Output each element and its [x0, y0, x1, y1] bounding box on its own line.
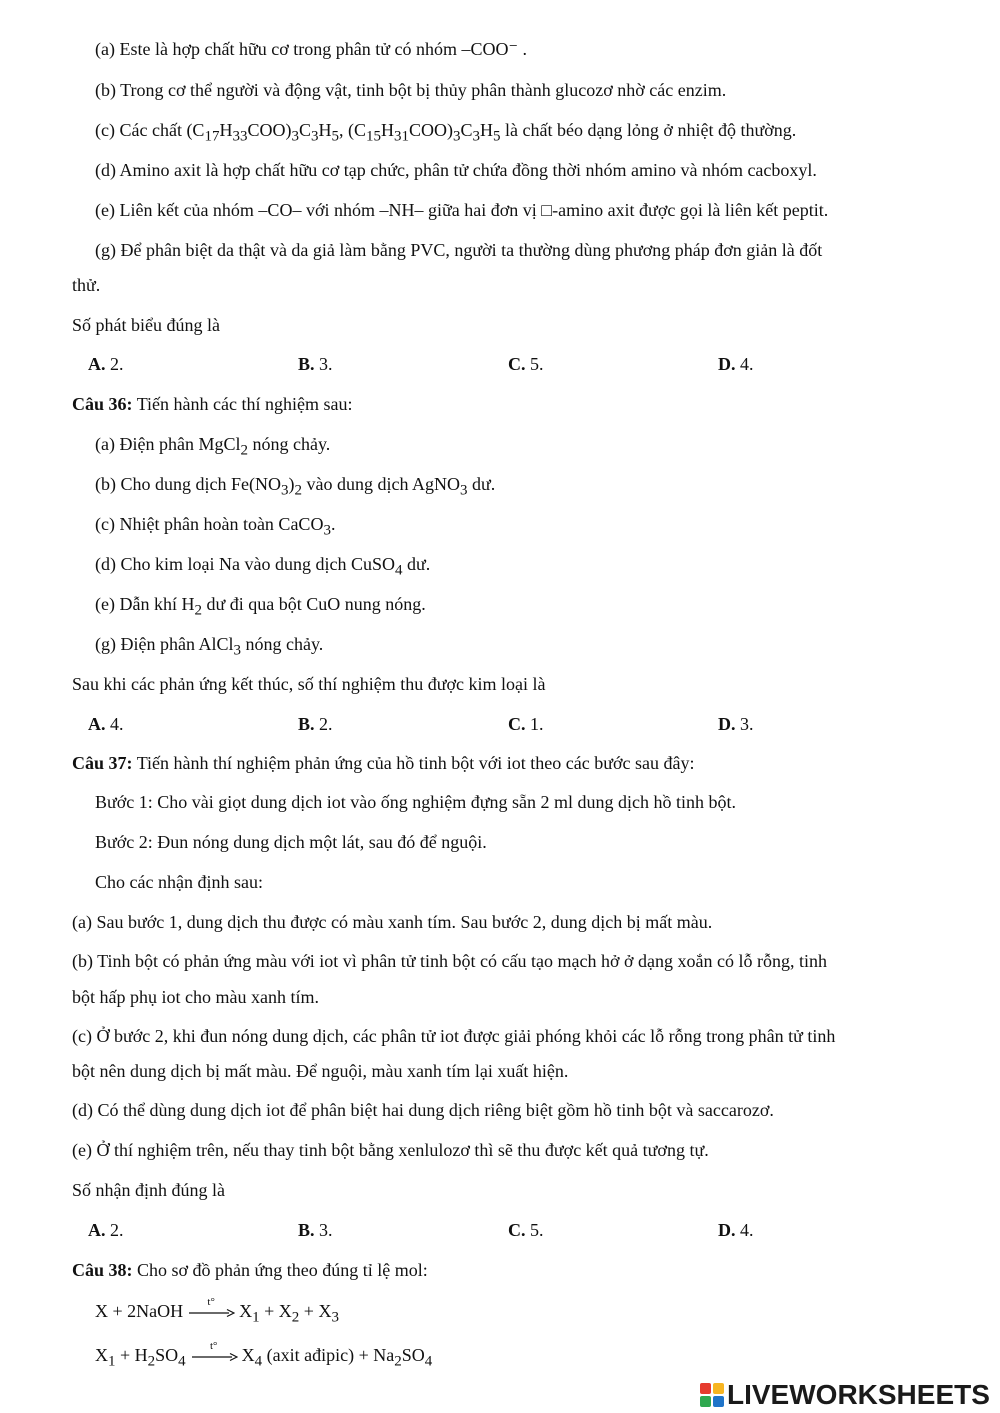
q38-reaction-1: X + 2NaOH t° $X_1 + X_2 + X_3$: [95, 1295, 339, 1326]
reaction-arrow: t°: [187, 1306, 235, 1320]
q36-experiment-d: (d) Cho kim loại Na vào dung dịch CuSO$_4$ dư.: [95, 554, 431, 579]
q36-options: [88, 713, 928, 735]
q36-experiment-a: (a) Điện phân MgCl$_2$ nóng chảy.: [95, 434, 331, 459]
q35-statement-d: (d) Amino axit là hợp chất hữu cơ tạp chức, phân tử chứa đồng thời nhóm amino và nhóm cacboxyl.: [95, 160, 817, 180]
q37-step-2: Bước 2: Đun nóng dung dịch một lát, sau đó để nguội.: [95, 832, 487, 852]
q37-statement-a: (a) Sau bước 1, dung dịch thu được có màu xanh tím. Sau bước 2, dung dịch bị mất màu.: [72, 912, 713, 932]
q35-option-b[interactable]: B. 3.: [298, 354, 333, 374]
q36-experiment-g: (g) Điện phân AlCl$_3$ nóng chảy.: [95, 634, 324, 659]
q36-option-a[interactable]: A. 4.: [88, 714, 124, 734]
q35-statement-c: (c) Các chất $(C_{17}H_{33}COO)_3C_3H_5$, $(C_{15}H_{31}COO)_3C_3H_5$ là chất béo dạng lỏng ở nhiệt độ thường.: [95, 120, 797, 145]
q35-options: [88, 353, 928, 375]
logo-square-yellow: [713, 1383, 724, 1394]
logo-text: LIVEWORKSHEETS: [727, 1379, 990, 1410]
logo-grid-icon: [700, 1383, 724, 1407]
q37-statement-b: (b) Tinh bột có phản ứng màu với iot vì phân tử tinh bột có cấu tạo mạch hở ở dạng xoắn có lỗ rỗng, tinh: [72, 951, 827, 971]
q35-statement-g-cont: thử.: [72, 275, 101, 295]
q35-statement-a: (a) Este là hợp chất hữu cơ trong phân tử có nhóm –COO⁻ .: [95, 39, 527, 59]
q37-option-b[interactable]: B. 3.: [298, 1220, 333, 1240]
q38-title: Câu 38: Cho sơ đồ phản ứng theo đúng tỉ lệ mol:: [72, 1260, 428, 1280]
q37-options: [88, 1219, 928, 1241]
q37-statement-e: (e) Ở thí nghiệm trên, nếu thay tinh bột bằng xenlulozơ thì sẽ thu được kết quả tương tự.: [72, 1140, 709, 1160]
q36-option-c[interactable]: C. 1.: [508, 714, 544, 734]
logo-square-red: [700, 1383, 711, 1394]
logo-square-green: [700, 1396, 711, 1407]
q35-option-a[interactable]: A. 2.: [88, 354, 124, 374]
liveworksheets-logo: [700, 1378, 990, 1412]
q35-stem: Số phát biểu đúng là: [72, 315, 220, 335]
q37-statement-c: (c) Ở bước 2, khi đun nóng dung dịch, các phân tử iot được giải phóng khỏi các lỗ rỗng trong phân tử tinh: [72, 1026, 836, 1046]
q35-statement-b: (b) Trong cơ thể người và động vật, tinh bột bị thủy phân thành glucozơ nhờ các enzim.: [95, 80, 727, 100]
q37-statement-c-cont: bột nên dung dịch bị mất màu. Để nguội, màu xanh tím lại xuất hiện.: [72, 1061, 569, 1081]
q36-title: Câu 36: Tiến hành các thí nghiệm sau:: [72, 394, 353, 414]
q36-experiment-b: (b) Cho dung dịch $Fe(NO_3)_2$ vào dung dịch AgNO$_3$ dư.: [95, 474, 496, 499]
q36-experiment-e: (e) Dẫn khí $H_2$ dư đi qua bột CuO nung nóng.: [95, 594, 426, 619]
q37-intro: Cho các nhận định sau:: [95, 872, 263, 892]
q37-option-a[interactable]: A. 2.: [88, 1220, 124, 1240]
q37-statement-d: (d) Có thể dùng dung dịch iot để phân biệt hai dung dịch riêng biệt gồm hồ tinh bột và saccarozơ.: [72, 1100, 774, 1120]
q35-statement-e: (e) Liên kết của nhóm –CO– với nhóm –NH– giữa hai đơn vị □-amino axit được gọi là liên kết peptit.: [95, 200, 829, 220]
q37-title: Câu 37: Tiến hành thí nghiệm phản ứng của hồ tinh bột với iot theo các bước sau đây:: [72, 753, 695, 773]
q35-option-d[interactable]: D. 4.: [718, 354, 754, 374]
q36-stem: Sau khi các phản ứng kết thúc, số thí nghiệm thu được kim loại là: [72, 674, 546, 694]
q36-option-d[interactable]: D. 3.: [718, 714, 754, 734]
reaction-arrow: t°: [190, 1350, 238, 1364]
logo-square-blue: [713, 1396, 724, 1407]
q36-option-b[interactable]: B. 2.: [298, 714, 333, 734]
q37-option-d[interactable]: D. 4.: [718, 1220, 754, 1240]
q35-statement-g: (g) Để phân biệt da thật và da giả làm bằng PVC, người ta thường dùng phương pháp đơn giản là đốt: [95, 240, 823, 260]
q37-option-c[interactable]: C. 5.: [508, 1220, 544, 1240]
q37-stem: Số nhận định đúng là: [72, 1180, 225, 1200]
q36-experiment-c: (c) Nhiệt phân hoàn toàn CaCO$_3$.: [95, 514, 336, 539]
q37-statement-b-cont: bột hấp phụ iot cho màu xanh tím.: [72, 987, 319, 1007]
q35-option-c[interactable]: C. 5.: [508, 354, 544, 374]
q38-reaction-2: $X_1 + H_2SO_4$ t° $X_4$ (axit ađipic) + $Na_2SO_4$: [95, 1339, 433, 1370]
q37-step-1: Bước 1: Cho vài giọt dung dịch iot vào ống nghiệm đựng sẵn 2 ml dung dịch hồ tinh bột.: [95, 792, 736, 812]
